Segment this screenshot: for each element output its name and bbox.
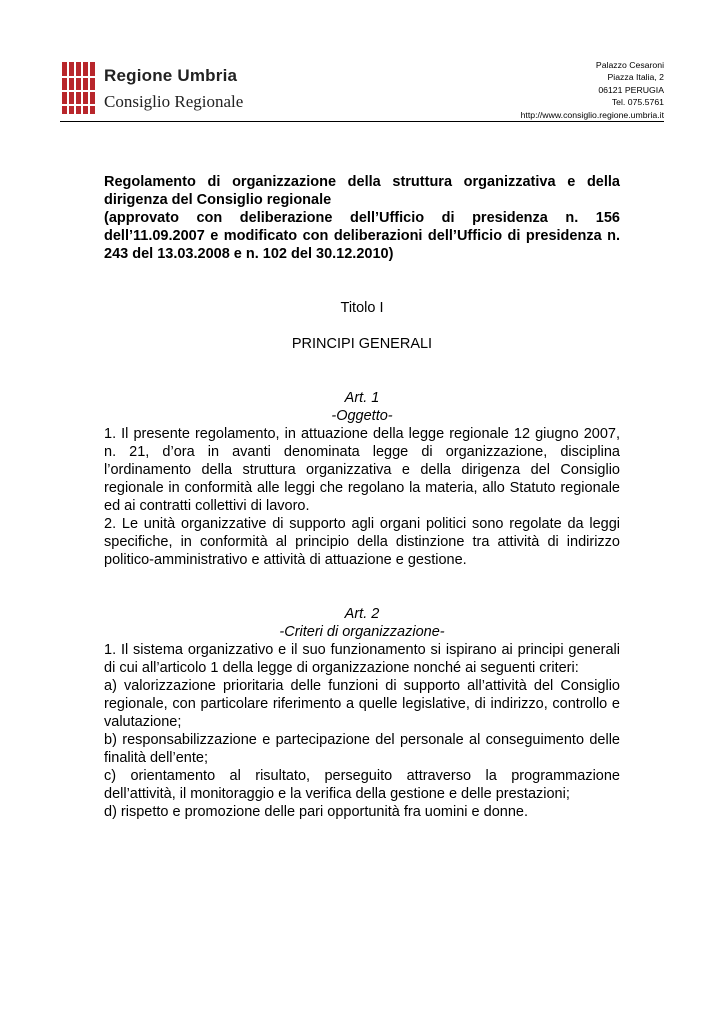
article-paragraph: d) rispetto e promozione delle pari opportunità fra uomini e donne. <box>104 804 528 820</box>
document-approval: (approvato con deliberazione dell’Ufficio di presidenza n. 156 dell’11.09.2007 e modificato con deliberazioni dell’Ufficio di presidenza n. 243 del 13.03.2008 e n. 102 del 30.12.2010) <box>104 210 620 262</box>
article-number: Art. 2 <box>344 606 380 622</box>
logo-subtitle: Consiglio Regionale <box>104 92 244 111</box>
titolo-heading: Titolo I <box>340 300 384 316</box>
article-number: Art. 1 <box>344 390 380 406</box>
logo-title: Regione Umbria <box>104 66 238 85</box>
article-heading: -Oggetto- <box>331 408 393 424</box>
logo <box>60 60 260 116</box>
article-paragraph: b) responsabilizzazione e partecipazione del personale al conseguimento delle finalità dell’ente; <box>104 732 620 766</box>
address-block <box>521 59 664 121</box>
regione-umbria-columns-icon <box>60 60 98 116</box>
article-paragraph: c) orientamento al risultato, perseguito attraverso la programmazione dell’attività, il monitoraggio e la verifica della gestione e delle prestazioni; <box>104 768 620 802</box>
document-body <box>104 173 620 821</box>
website-link[interactable]: http://www.consiglio.regione.umbria.it <box>520 109 664 120</box>
address-line: Tel. 075.5761 <box>611 97 664 108</box>
article-paragraph: a) valorizzazione prioritaria delle funzioni di supporto all’attività del Consiglio regionale, con particolare riferimento a quelle legislative, di indirizzo, controllo e valutazione; <box>104 678 620 730</box>
article-paragraph: 1. Il presente regolamento, in attuazione della legge regionale 12 giugno 2007, n. 21, d’ora in avanti denominata legge di organizzazione, disciplina l’ordinamento della struttura organizzativa e della dirigenza del Consiglio regionale in conformità alle leggi che regolano la materia, allo Statuto regionale ed ai contratti collettivi di lavoro. <box>104 426 620 514</box>
article-heading: -Criteri di organizzazione- <box>279 624 445 640</box>
header-divider <box>60 121 664 122</box>
address-line: 06121 PERUGIA <box>598 84 664 95</box>
address-line: Palazzo Cesaroni <box>595 60 664 70</box>
address-line: Piazza Italia, 2 <box>607 72 664 83</box>
article-paragraph: 1. Il sistema organizzativo e il suo funzionamento si ispirano ai principi generali di cui all’articolo 1 della legge di organizzazione nonché ai seguenti criteri: <box>104 642 620 676</box>
article-paragraph: 2. Le unità organizzative di supporto agli organi politici sono regolate da leggi specifiche, in conformità al principio della distinzione tra attività di indirizzo politico-amministrativo e attività di attuazione e gestione. <box>104 516 620 568</box>
document-title: Regolamento di organizzazione della struttura organizzativa e della dirigenza del Consiglio regionale <box>104 174 620 208</box>
section-heading: PRINCIPI GENERALI <box>291 336 433 352</box>
